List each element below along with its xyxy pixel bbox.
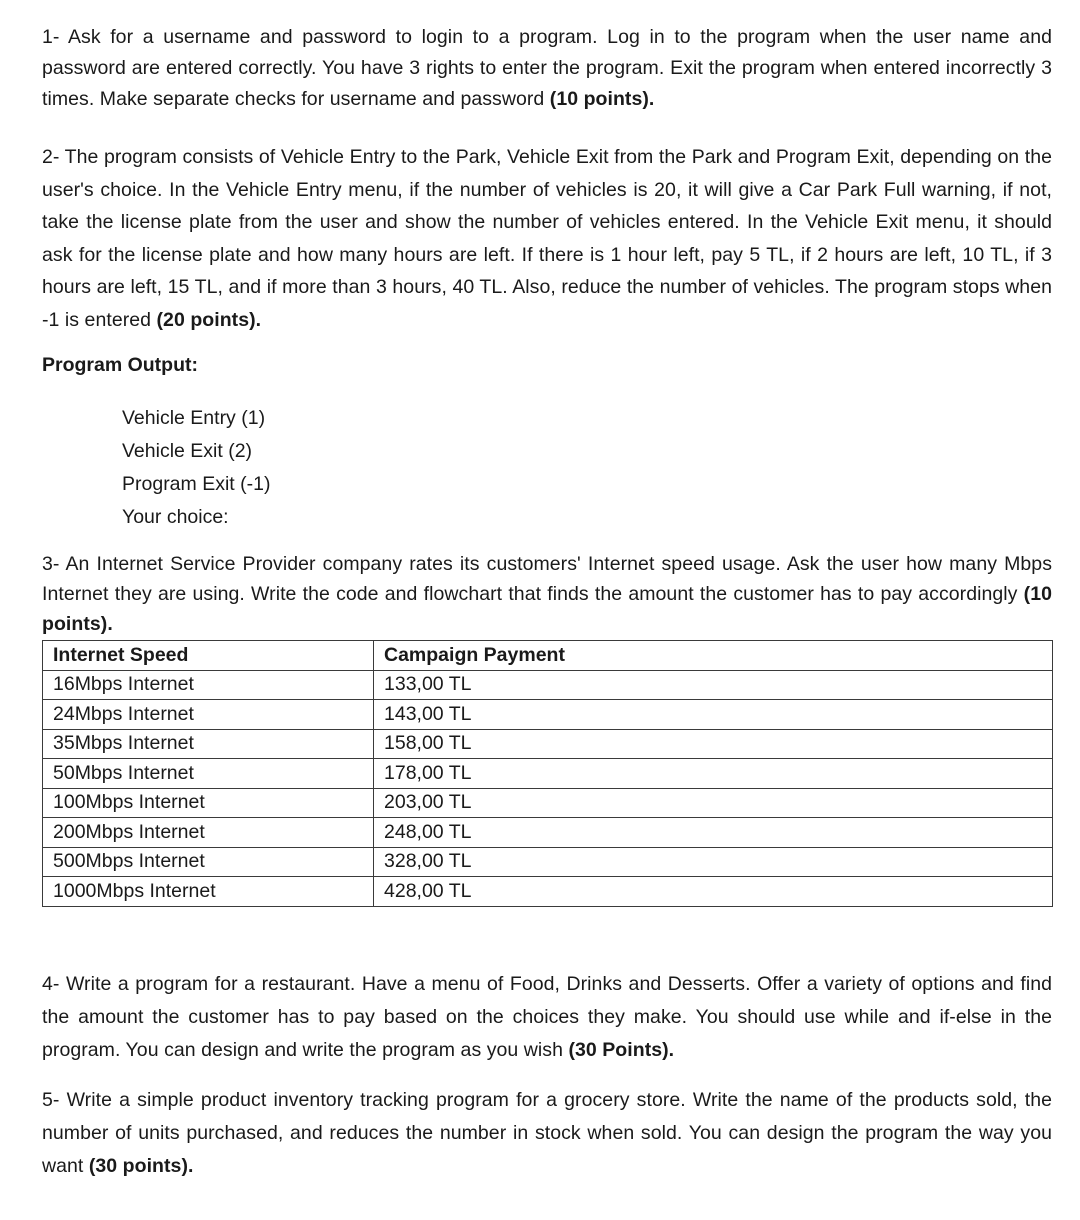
payment-cell: 328,00 TL <box>374 847 1053 877</box>
table-header-row <box>43 641 1053 671</box>
header-internet-speed: Internet Speed <box>43 641 374 671</box>
internet-speed-table <box>42 640 1053 907</box>
table-row <box>43 847 1053 877</box>
question-5-text: 5- Write a simple product inventory tracking program for a grocery store. Write the name of the products sold, the number of units purchased, and reduces the number in stock when sold. You can design the program the way you want <box>42 1089 1052 1177</box>
program-output-heading: Program Output: <box>42 354 198 376</box>
question-4 <box>42 968 1052 1067</box>
speed-cell: 500Mbps Internet <box>43 847 374 877</box>
program-output-menu <box>122 402 270 534</box>
table-row <box>43 700 1053 730</box>
menu-line-vehicle-entry: Vehicle Entry (1) <box>122 407 266 429</box>
speed-cell: 35Mbps Internet <box>43 729 374 759</box>
payment-cell: 428,00 TL <box>374 877 1053 907</box>
table-row <box>43 759 1053 789</box>
payment-cell: 178,00 TL <box>374 759 1053 789</box>
payment-cell: 248,00 TL <box>374 818 1053 848</box>
table-row <box>43 729 1053 759</box>
menu-line-program-exit: Program Exit (-1) <box>122 473 271 495</box>
speed-cell: 200Mbps Internet <box>43 818 374 848</box>
question-2-text: 2- The program consists of Vehicle Entry to the Park, Vehicle Exit from the Park and Program Exit, depending on the user's choice. In the Vehicle Entry menu, if the number of vehicles is 20, it will give a Car Park Full warning, if not, take the license plate from the user and show the number of vehicles entered. In the Vehicle Exit menu, it should ask for the license plate and how many hours are left. If there is 1 hour left, pay 5 TL, if 2 hours are left, 10 TL, if 3 hours are left, 15 TL, and if more than 3 hours, 40 TL. Also, reduce the number of vehicles. The program stops when -1 is entered <box>42 146 1052 331</box>
question-4-text: 4- Write a program for a restaurant. Have a menu of Food, Drinks and Desserts. Offer a variety of options and find the amount the customer has to pay based on the choices they make. You should use while and if-else in the program. You can design and write the program as you wish <box>42 973 1052 1061</box>
header-campaign-payment: Campaign Payment <box>374 641 1053 671</box>
speed-cell: 1000Mbps Internet <box>43 877 374 907</box>
speed-cell: 100Mbps Internet <box>43 788 374 818</box>
question-5-points: (30 points). <box>88 1155 194 1177</box>
question-4-points: (30 Points). <box>568 1039 675 1061</box>
speed-cell: 24Mbps Internet <box>43 700 374 730</box>
question-2 <box>42 141 1052 336</box>
payment-cell: 158,00 TL <box>374 729 1053 759</box>
question-1 <box>42 22 1052 115</box>
table-row <box>43 818 1053 848</box>
table-row <box>43 670 1053 700</box>
menu-line-vehicle-exit: Vehicle Exit (2) <box>122 440 253 462</box>
question-3-text: 3- An Internet Service Provider company rates its customers' Internet speed usage. Ask the user how many Mbps Internet they are using. Write the code and flowchart that finds the amount the customer has to pay accordingly <box>42 553 1052 605</box>
speed-cell: 16Mbps Internet <box>43 670 374 700</box>
payment-cell: 133,00 TL <box>374 670 1053 700</box>
question-5 <box>42 1084 1052 1183</box>
payment-cell: 143,00 TL <box>374 700 1053 730</box>
speed-cell: 50Mbps Internet <box>43 759 374 789</box>
question-3 <box>42 549 1052 639</box>
payment-cell: 203,00 TL <box>374 788 1053 818</box>
menu-line-your-choice: Your choice: <box>122 506 229 528</box>
question-2-points: (20 points). <box>156 308 262 331</box>
question-1-text: 1- Ask for a username and password to login to a program. Log in to the program when the user name and password are entered correctly. You have 3 rights to enter the program. Exit the program when entered incorrectly 3 times. Make separate checks for username and password <box>42 26 1052 110</box>
table-row <box>43 788 1053 818</box>
question-3-points: (10 points). <box>42 583 1052 635</box>
question-1-points: (10 points). <box>549 88 655 110</box>
table-row <box>43 877 1053 907</box>
